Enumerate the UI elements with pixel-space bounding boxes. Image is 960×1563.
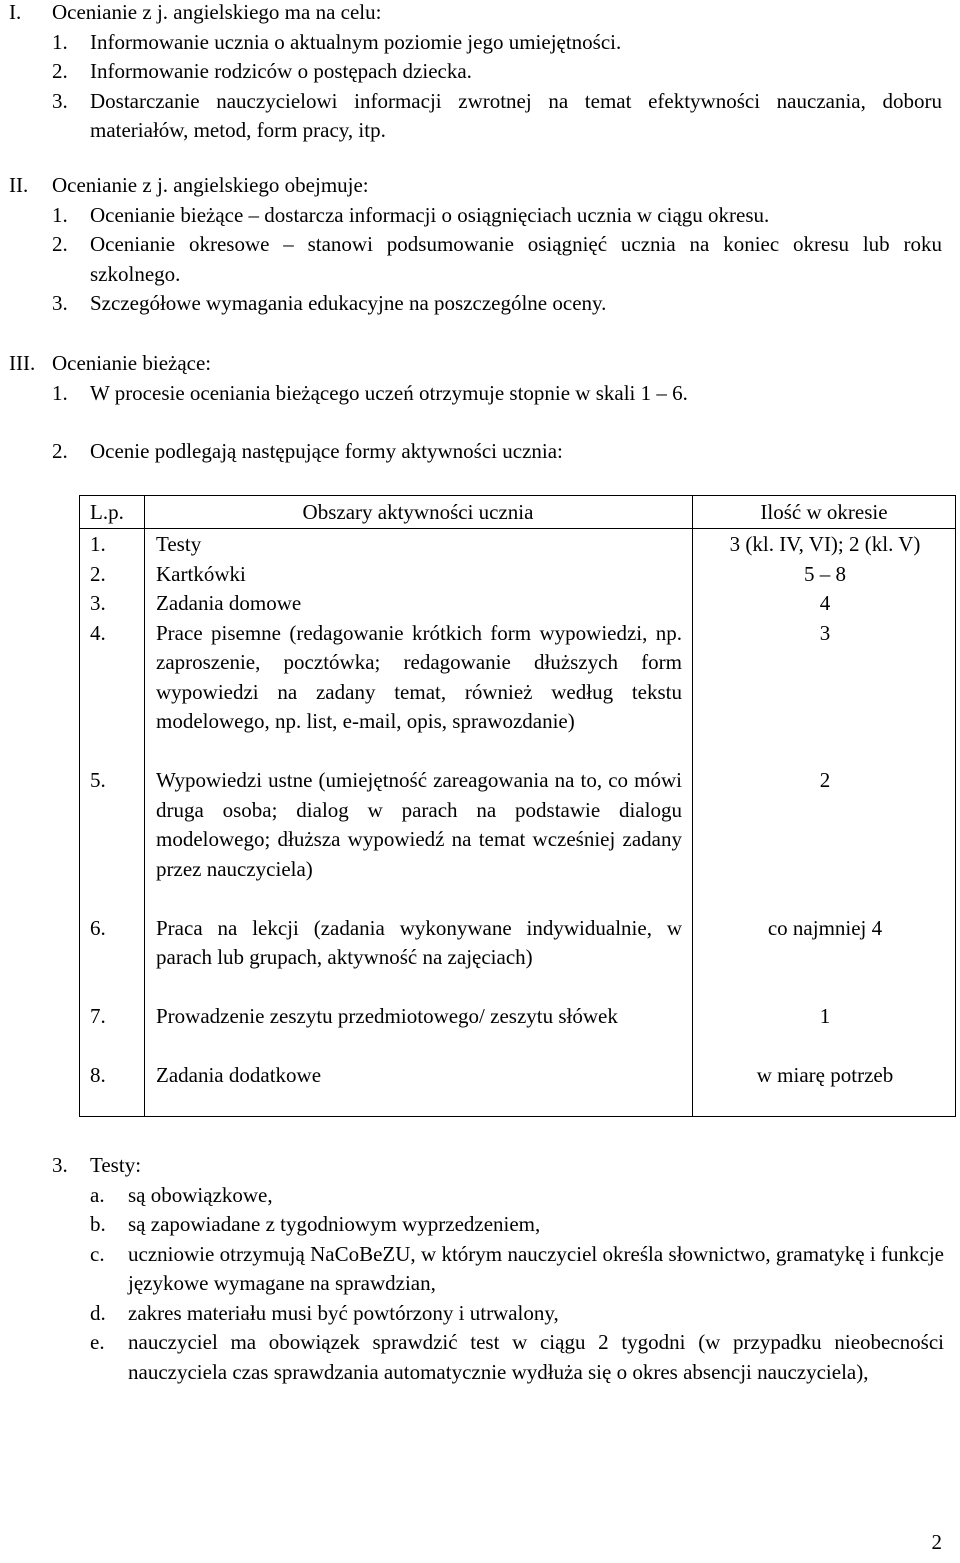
- list-item-text: Ocenianie bieżące – dostarcza informacji o osiągnięciach ucznia w ciągu okresu.: [90, 202, 770, 227]
- tests-item-letter: e.: [90, 1330, 105, 1354]
- row-area: Praca na lekcji (zadania wykonywane indywidualnie, w parach lub grupach, aktywność na zajęciach): [156, 915, 682, 969]
- tests-title: Testy:: [90, 1153, 142, 1177]
- tests-item-letter: d.: [90, 1300, 106, 1325]
- activity-table: [79, 495, 956, 1117]
- list-item-number: 1.: [52, 202, 68, 227]
- table-header-area: Obszary aktywności ucznia: [302, 500, 534, 524]
- list-item-text: Dostarczanie nauczycielowi informacji zwrotnej na temat efektywności nauczania, doboru materiałów, metod, form pracy, itp.: [90, 88, 942, 142]
- list-item-number: 1.: [52, 29, 68, 54]
- section-iii: [0, 349, 960, 467]
- list-item-number: 3.: [52, 291, 68, 315]
- page-number: 2: [931, 1529, 942, 1554]
- list-item-text: Ocenie podlegają następujące formy aktywności ucznia:: [90, 439, 563, 463]
- row-area: Zadania dodatkowe: [156, 1063, 322, 1087]
- row-qty: 1: [819, 1004, 831, 1028]
- table-header-lp: L.p.: [90, 500, 124, 524]
- row-qty: 3 (kl. IV, VI); 2 (kl. V): [729, 532, 921, 556]
- section-i: [0, 0, 960, 146]
- row-qty: w miarę potrzeb: [756, 1063, 894, 1087]
- list-item-text: Ocenianie okresowe – stanowi podsumowanie osiągnięć ucznia na koniec okresu lub roku szkolnego.: [90, 232, 942, 286]
- list-item-text: Informowanie ucznia o aktualnym poziomie jego umiejętności.: [90, 29, 622, 54]
- row-lp: 6.: [90, 915, 106, 940]
- row-lp: 7.: [90, 1004, 106, 1028]
- table-column-divider: [144, 496, 145, 1116]
- row-area: Zadania domowe: [156, 591, 302, 615]
- row-area: Prace pisemne (redagowanie krótkich form wypowiedzi, np. zaproszenie, pocztówka; redagowanie dłuższych form wypowiedzi na zadany temat, również według tekstu modelowego, np. list, e-mail, opis, sprawozdanie): [156, 620, 682, 733]
- section-ii-numeral: II.: [9, 173, 29, 197]
- table-column-divider: [692, 496, 693, 1116]
- row-area: Kartkówki: [156, 561, 246, 586]
- tests-item-text: są obowiązkowe,: [128, 1182, 273, 1207]
- row-qty: 5 – 8: [804, 561, 846, 586]
- section-i-title: Ocenianie z j. angielskiego ma na celu:: [52, 0, 382, 24]
- list-item-text: Szczegółowe wymagania edukacyjne na poszczególne oceny.: [90, 291, 607, 315]
- list-item-number: 2.: [52, 232, 68, 256]
- section-ii: [0, 171, 960, 319]
- list-item-number: 1.: [52, 380, 68, 405]
- row-area: Prowadzenie zeszytu przedmiotowego/ zeszytu słówek: [156, 1004, 618, 1028]
- list-item-number: 3.: [52, 88, 68, 113]
- list-item-text: Informowanie rodziców o postępach dziecka.: [90, 59, 472, 83]
- tests-item-letter: a.: [90, 1182, 105, 1207]
- list-item-number: 2.: [52, 59, 68, 83]
- table-header-divider: [80, 528, 955, 529]
- section-iii-numeral: III.: [9, 351, 36, 375]
- row-lp: 1.: [90, 532, 106, 556]
- section-ii-title: Ocenianie z j. angielskiego obejmuje:: [52, 173, 369, 197]
- row-qty: 4: [819, 591, 831, 615]
- list-item-text: W procesie oceniania bieżącego uczeń otrzymuje stopnie w skali 1 – 6.: [90, 380, 688, 405]
- row-area: Wypowiedzi ustne (umiejętność zareagowania na to, co mówi druga osoba; dialog w parach na podstawie dialogu modelowego; dłuższa wypowiedź na temat wcześniej zadany przez nauczyciela): [156, 768, 682, 881]
- tests-section: [0, 1151, 960, 1417]
- row-lp: 3.: [90, 591, 106, 615]
- row-lp: 4.: [90, 620, 106, 645]
- list-item-number: 2.: [52, 439, 68, 463]
- table-header-qty: Ilość w okresie: [760, 500, 888, 524]
- row-lp: 2.: [90, 561, 106, 586]
- section-i-numeral: I.: [9, 0, 22, 24]
- tests-item-letter: c.: [90, 1241, 105, 1266]
- row-qty: co najmniej 4: [767, 915, 883, 940]
- row-lp: 5.: [90, 768, 106, 792]
- tests-item-text: są zapowiadane z tygodniowym wyprzedzeniem,: [128, 1212, 541, 1236]
- tests-number: 3.: [52, 1153, 68, 1177]
- tests-item-text: nauczyciel ma obowiązek sprawdzić test w ciągu 2 tygodni (w przypadku nieobecności nauczyciela czas sprawdzania automatycznie wydłuża się o okres absencji nauczyciela),: [128, 1330, 944, 1384]
- tests-item-letter: b.: [90, 1212, 106, 1236]
- tests-item-text: uczniowie otrzymują NaCoBeZU, w którym nauczyciel określa słownictwo, gramatykę i funkcje językowe wymagane na sprawdzian,: [128, 1241, 944, 1295]
- row-qty: 3: [819, 620, 831, 645]
- section-iii-title: Ocenianie bieżące:: [52, 351, 212, 375]
- tests-item-text: zakres materiału musi być powtórzony i utrwalony,: [128, 1300, 559, 1325]
- row-qty: 2: [819, 768, 831, 792]
- row-area: Testy: [156, 532, 202, 556]
- row-lp: 8.: [90, 1063, 106, 1087]
